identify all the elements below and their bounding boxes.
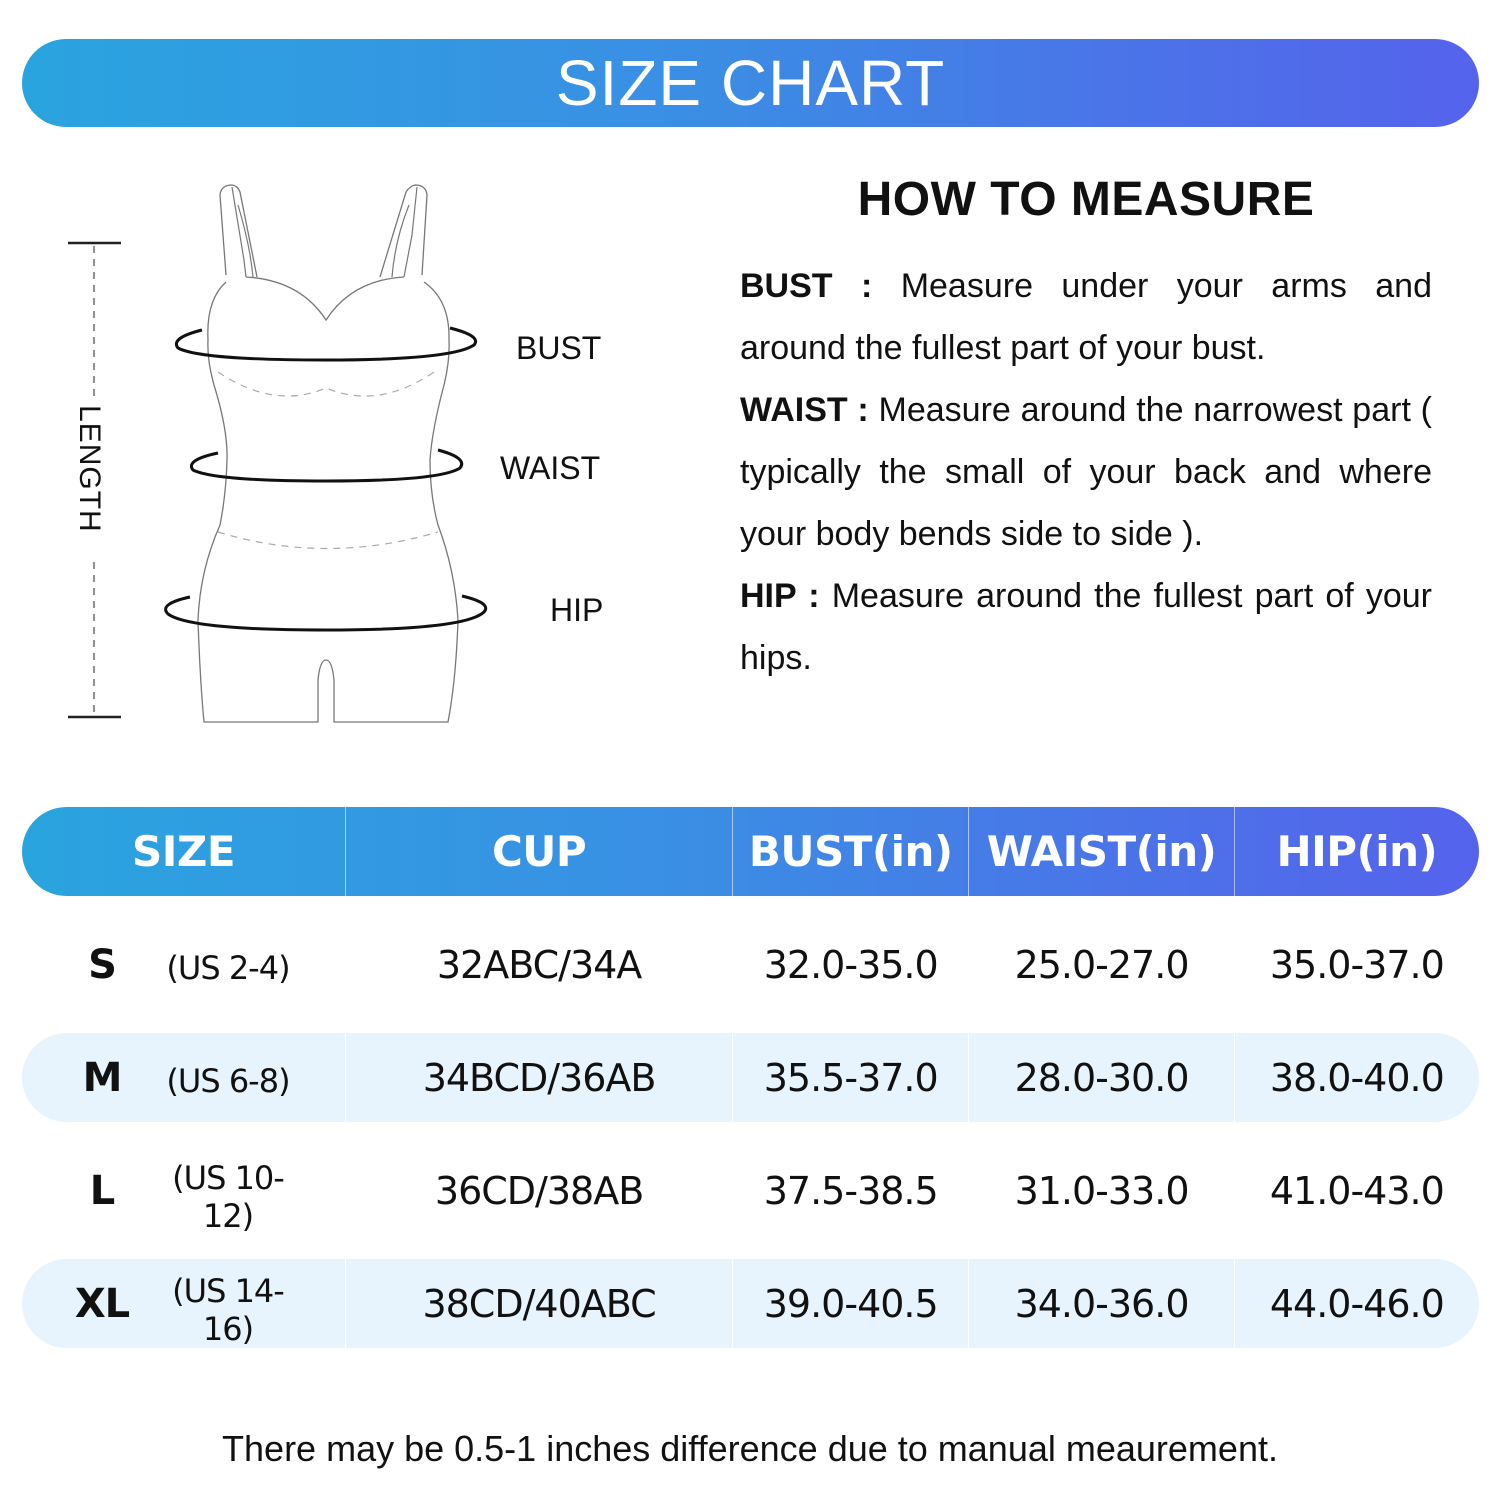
hip-instruction-label: HIP :	[740, 577, 820, 615]
size-letter: M	[82, 1054, 122, 1101]
size-table	[22, 807, 1479, 1348]
waist-instruction-text: Measure around the narrowest part ( typically the small of your back and where your body bends side to side ).	[740, 391, 1432, 553]
length-label: LENGTH	[73, 405, 106, 533]
cup-cell: 38CD/40ABC	[346, 1259, 733, 1348]
size-cell	[22, 1033, 346, 1122]
column-header-cup: CUP	[346, 807, 733, 896]
size-cell	[22, 920, 346, 1009]
column-header-bust: BUST(in)	[733, 807, 969, 896]
waist-label: WAIST	[500, 450, 601, 486]
size-letter: S	[88, 941, 116, 988]
measurement-figure	[60, 175, 640, 735]
size-letter: XL	[74, 1280, 130, 1327]
hip-instruction-text: Measure around the fullest part of your hips.	[740, 577, 1432, 677]
how-to-measure-section	[740, 172, 1432, 689]
bust-instruction-label: BUST :	[740, 267, 873, 305]
hip-cell: 44.0-46.0	[1269, 1281, 1444, 1326]
size-us: (US 14-16)	[172, 1271, 284, 1348]
size-us: (US 10-12)	[172, 1158, 284, 1235]
waist-cell: 31.0-33.0	[1014, 1168, 1189, 1213]
waist-instruction	[740, 379, 1432, 565]
size-cell	[22, 1146, 346, 1235]
waist-cell: 28.0-30.0	[969, 1033, 1234, 1122]
hip-label: HIP	[550, 592, 604, 628]
cup-cell: 34BCD/36AB	[346, 1033, 733, 1122]
bust-label: BUST	[516, 330, 602, 366]
table-row	[22, 1259, 1479, 1348]
page-title: SIZE CHART	[555, 47, 946, 119]
column-header-hip: HIP(in)	[1276, 827, 1438, 876]
waist-cell: 25.0-27.0	[1014, 942, 1189, 987]
bust-cell: 37.5-38.5	[763, 1168, 938, 1213]
table-header	[22, 807, 1479, 896]
bust-instruction-text: Measure under your arms and around the fullest part of your bust.	[740, 267, 1432, 367]
column-header-waist: WAIST(in)	[969, 807, 1234, 896]
how-to-measure-title: HOW TO MEASURE	[857, 173, 1315, 226]
size-letter: L	[89, 1167, 115, 1214]
column-header-size: SIZE	[22, 807, 346, 896]
bust-instruction	[740, 255, 1432, 379]
footnote: There may be 0.5-1 inches difference due to manual meaurement.	[222, 1428, 1278, 1469]
bust-cell: 35.5-37.0	[733, 1033, 969, 1122]
table-row	[22, 1033, 1479, 1122]
waist-instruction-label: WAIST :	[740, 391, 869, 429]
size-us: (US 6-8)	[166, 1061, 290, 1100]
hip-cell: 41.0-43.0	[1269, 1168, 1444, 1213]
table-row	[22, 920, 1479, 1009]
hip-instruction	[740, 565, 1432, 689]
waist-cell: 34.0-36.0	[969, 1259, 1234, 1348]
table-row	[22, 1146, 1479, 1235]
size-cell	[22, 1259, 346, 1348]
size-us: (US 2-4)	[166, 948, 290, 987]
title-banner	[22, 39, 1479, 127]
bust-cell: 39.0-40.5	[733, 1259, 969, 1348]
bust-cell: 32.0-35.0	[763, 942, 938, 987]
hip-cell: 35.0-37.0	[1269, 942, 1444, 987]
cup-cell: 36CD/38AB	[434, 1168, 644, 1213]
hip-cell: 38.0-40.0	[1269, 1055, 1444, 1100]
cup-cell: 32ABC/34A	[436, 942, 642, 987]
